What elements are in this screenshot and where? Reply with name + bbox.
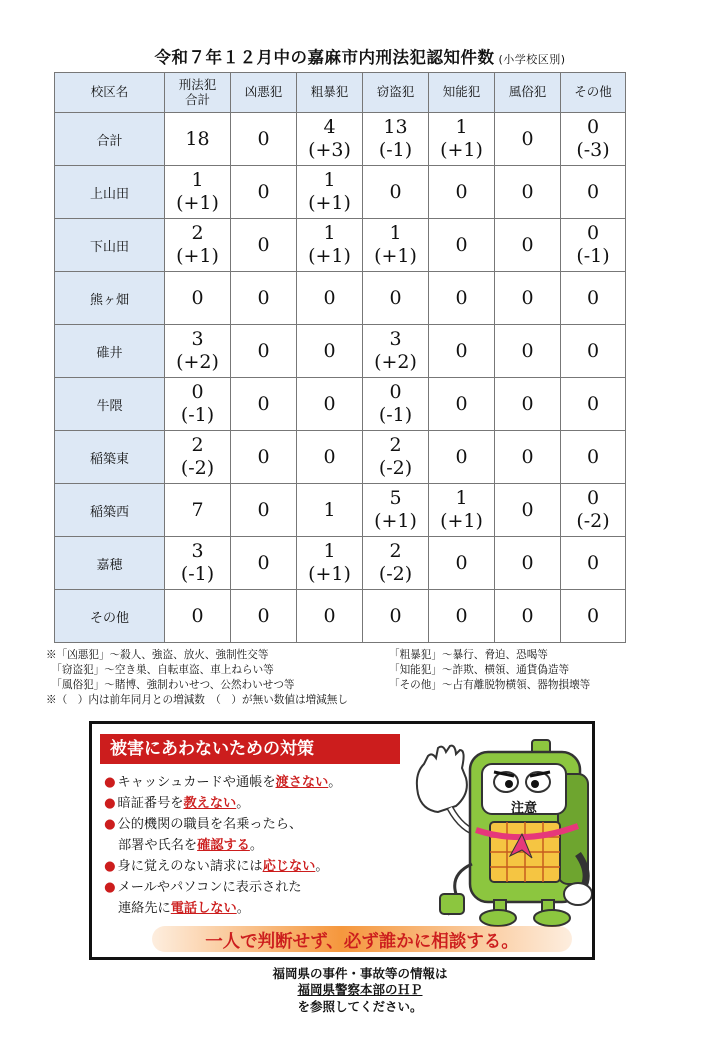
count-change: (+1) — [176, 245, 219, 267]
district-name: 稲築東 — [55, 431, 165, 484]
banner-heading: 被害にあわないための対策 — [100, 734, 400, 764]
count-cell — [561, 325, 626, 378]
prevention-item — [104, 814, 424, 835]
table-header-row — [55, 73, 626, 113]
count-cell — [165, 272, 231, 325]
slogan-text: 一人で判断せず、必ず誰かに相談する。 — [205, 932, 519, 952]
count-change: (-1) — [180, 404, 215, 426]
count-value: 1 — [455, 487, 468, 510]
header-category: 粗暴犯 — [297, 73, 363, 113]
count-value: 0 — [389, 180, 402, 203]
table-row — [55, 537, 626, 590]
count-change: (+1) — [308, 245, 351, 267]
count-cell — [495, 484, 561, 537]
item-text: 。 — [236, 901, 250, 916]
prevention-item — [104, 856, 424, 877]
count-value: 0 — [191, 286, 204, 309]
count-value: 7 — [191, 498, 204, 521]
bullet-icon: ● — [104, 859, 116, 874]
prevention-item — [104, 898, 424, 919]
prevention-item — [104, 835, 424, 856]
count-cell — [297, 219, 363, 272]
count-value: 0 — [455, 551, 468, 574]
header-category: 知能犯 — [429, 73, 495, 113]
count-cell — [495, 431, 561, 484]
table-row — [55, 590, 626, 643]
item-text: 。 — [315, 859, 329, 874]
count-cell — [429, 537, 495, 590]
count-change: (-1) — [576, 245, 610, 267]
prevention-banner — [89, 721, 595, 960]
count-cell — [429, 113, 495, 166]
count-cell — [165, 484, 231, 537]
count-value: 0 — [521, 498, 534, 521]
count-value: 0 — [586, 392, 600, 415]
count-value: 0 — [257, 233, 270, 256]
count-cell — [297, 113, 363, 166]
table-row — [55, 378, 626, 431]
count-cell — [363, 325, 429, 378]
district-name: 上山田 — [55, 166, 165, 219]
count-change: (+1) — [308, 563, 351, 585]
count-cell — [495, 325, 561, 378]
emphasis-text: 電話しない — [170, 901, 237, 916]
count-value: 0 — [323, 286, 336, 309]
count-value: 1 — [323, 540, 336, 563]
count-value: 0 — [257, 127, 270, 150]
item-text: メールやパソコンに表示された — [117, 880, 302, 895]
count-value: 0 — [521, 445, 534, 468]
count-cell — [231, 113, 297, 166]
count-value: 13 — [383, 116, 408, 139]
count-cell — [429, 378, 495, 431]
district-name: その他 — [55, 590, 165, 643]
count-value: 0 — [586, 487, 600, 510]
count-cell — [297, 272, 363, 325]
count-cell — [363, 537, 429, 590]
count-cell — [429, 431, 495, 484]
table-row — [55, 272, 626, 325]
count-change: (+1) — [440, 510, 483, 532]
count-change: (+1) — [374, 245, 417, 267]
bullet-icon: ● — [104, 775, 116, 790]
count-cell — [231, 325, 297, 378]
count-value: 0 — [323, 392, 336, 415]
count-cell — [495, 378, 561, 431]
count-change: (+1) — [176, 192, 219, 214]
count-change: (+2) — [176, 351, 219, 373]
count-cell — [429, 325, 495, 378]
count-change: (+3) — [308, 139, 351, 161]
count-value: 0 — [586, 551, 600, 574]
table-row — [55, 431, 626, 484]
count-value: 0 — [257, 551, 270, 574]
header-category: 刑法犯 合計 — [165, 73, 231, 113]
item-text: 暗証番号を — [117, 796, 184, 811]
count-value: 0 — [455, 604, 468, 627]
count-cell — [561, 537, 626, 590]
count-cell — [297, 484, 363, 537]
count-cell — [495, 113, 561, 166]
note-line: ※「凶悪犯」～殺人、強盗、放火、強制性交等 — [46, 649, 269, 661]
count-value: 0 — [586, 180, 600, 203]
count-cell — [363, 484, 429, 537]
count-cell — [363, 431, 429, 484]
count-cell — [561, 113, 626, 166]
count-value: 0 — [257, 392, 270, 415]
count-cell — [561, 590, 626, 643]
count-value: 0 — [257, 180, 270, 203]
count-cell — [231, 484, 297, 537]
count-value: 2 — [191, 222, 204, 245]
count-cell — [561, 272, 626, 325]
count-change: (+2) — [374, 351, 417, 373]
count-cell — [297, 431, 363, 484]
prevention-list — [104, 772, 424, 919]
note-line: 「その他」～占有離脱物横領、器物損壊等 — [389, 679, 591, 692]
count-value: 0 — [257, 286, 270, 309]
count-value: 0 — [389, 604, 402, 627]
count-change: (+1) — [308, 192, 351, 214]
count-cell — [165, 537, 231, 590]
count-value: 0 — [257, 339, 270, 362]
district-name: 嘉穂 — [55, 537, 165, 590]
count-value: 2 — [389, 540, 402, 563]
district-name: 碓井 — [55, 325, 165, 378]
count-value: 3 — [191, 328, 204, 351]
prevention-item — [104, 877, 424, 898]
mascot-illustration — [410, 734, 595, 929]
notes — [46, 648, 656, 708]
count-value: 3 — [389, 328, 402, 351]
footer-line: 福岡県の事件・事故等の情報は — [272, 966, 448, 981]
header-district: 校区名 — [55, 73, 165, 113]
count-value: 0 — [586, 222, 600, 245]
count-change: (-3) — [576, 139, 610, 161]
district-name: 合計 — [55, 113, 165, 166]
item-text: キャッシュカードや通帳を — [117, 775, 276, 790]
count-cell — [429, 166, 495, 219]
count-value: 1 — [455, 116, 468, 139]
note-line: 「窃盗犯」～空き巣、自転車盗、車上ねらい等 — [46, 664, 274, 677]
item-text: 連絡先に — [118, 901, 171, 916]
note-line: 「知能犯」～詐欺、横領、通貨偽造等 — [389, 664, 570, 677]
count-cell — [495, 537, 561, 590]
count-value: 5 — [389, 487, 402, 510]
count-change: (-1) — [378, 404, 413, 426]
count-cell — [495, 219, 561, 272]
count-cell — [429, 590, 495, 643]
count-cell — [231, 272, 297, 325]
count-value: 0 — [455, 233, 468, 256]
count-cell — [231, 537, 297, 590]
count-value: 0 — [323, 445, 336, 468]
item-text: 。 — [236, 796, 250, 811]
count-value: 1 — [323, 169, 336, 192]
count-cell — [363, 272, 429, 325]
count-value: 0 — [257, 498, 270, 521]
count-value: 0 — [521, 180, 534, 203]
header-category: 窃盗犯 — [363, 73, 429, 113]
count-cell — [165, 219, 231, 272]
note-line: ※（ ）内は前年同月との増減数 （ ）が無い数値は増減無し — [46, 694, 348, 707]
count-value: 18 — [185, 127, 210, 150]
header-category: その他 — [561, 73, 626, 113]
count-cell — [165, 113, 231, 166]
count-value: 0 — [521, 551, 534, 574]
table-row — [55, 325, 626, 378]
count-value: 3 — [191, 540, 204, 563]
slogan — [152, 926, 572, 952]
prevention-item — [104, 793, 424, 814]
count-value: 2 — [191, 434, 204, 457]
count-cell — [231, 219, 297, 272]
emphasis-text: 渡さない — [275, 775, 329, 790]
table-body — [55, 113, 626, 643]
count-change: (-2) — [378, 563, 413, 585]
count-cell — [561, 431, 626, 484]
footer — [0, 966, 720, 1015]
count-cell — [165, 166, 231, 219]
count-cell — [495, 272, 561, 325]
count-value: 0 — [191, 381, 204, 404]
count-cell — [297, 537, 363, 590]
note-line: 「風俗犯」～賭博、強制わいせつ、公然わいせつ等 — [46, 679, 295, 692]
table-row — [55, 484, 626, 537]
count-value: 0 — [455, 445, 468, 468]
count-value: 0 — [521, 286, 534, 309]
count-change: (-2) — [576, 510, 610, 532]
count-value: 0 — [586, 339, 600, 362]
header-category: 風俗犯 — [495, 73, 561, 113]
item-text: 。 — [328, 775, 342, 790]
count-value: 0 — [586, 604, 600, 627]
item-text: 部署や氏名を — [118, 838, 198, 853]
count-cell — [231, 431, 297, 484]
count-cell — [165, 325, 231, 378]
count-cell — [297, 325, 363, 378]
table-row — [55, 113, 626, 166]
count-cell — [561, 219, 626, 272]
count-value: 0 — [191, 604, 204, 627]
count-cell — [561, 378, 626, 431]
count-cell — [231, 378, 297, 431]
count-change: (+1) — [440, 139, 483, 161]
police-hp-link[interactable]: 福岡県警察本部のＨＰ — [297, 982, 423, 998]
count-cell — [429, 484, 495, 537]
count-value: 0 — [455, 339, 468, 362]
count-value: 0 — [389, 286, 402, 309]
count-value: 0 — [586, 286, 600, 309]
count-value: 0 — [455, 180, 468, 203]
count-value: 0 — [521, 604, 534, 627]
title-text: 令和７年１２月中の嘉麻市内刑法犯認知件数 — [154, 48, 495, 67]
count-cell — [363, 590, 429, 643]
count-cell — [165, 431, 231, 484]
count-change: (-1) — [378, 139, 413, 161]
count-value: 0 — [257, 604, 270, 627]
bullet-icon: ● — [104, 880, 116, 895]
count-value: 0 — [521, 339, 534, 362]
count-cell — [231, 166, 297, 219]
count-value: 1 — [323, 222, 336, 245]
emphasis-text: 確認する — [197, 838, 250, 853]
count-value: 1 — [191, 169, 204, 192]
mascot-label: 注意 — [510, 801, 538, 816]
count-value: 1 — [389, 222, 402, 245]
count-cell — [429, 272, 495, 325]
district-name: 熊ヶ畑 — [55, 272, 165, 325]
count-cell — [363, 166, 429, 219]
count-change: (+1) — [374, 510, 417, 532]
note-line: 「粗暴犯」～暴行、脅迫、恐喝等 — [389, 649, 548, 661]
count-value: 0 — [586, 445, 600, 468]
emphasis-text: 教えない — [183, 796, 237, 811]
count-cell — [363, 378, 429, 431]
count-cell — [561, 166, 626, 219]
count-value: 0 — [389, 381, 402, 404]
count-change: (-2) — [180, 457, 215, 479]
district-name: 下山田 — [55, 219, 165, 272]
count-value: 1 — [323, 498, 336, 521]
count-cell — [561, 484, 626, 537]
crime-stats-table — [54, 72, 626, 643]
count-cell — [363, 113, 429, 166]
district-name: 稲築西 — [55, 484, 165, 537]
count-value: 0 — [521, 392, 534, 415]
title-subtitle: (小学校区別) — [498, 53, 566, 66]
page-title — [0, 44, 720, 68]
count-cell — [297, 378, 363, 431]
count-value: 0 — [455, 286, 468, 309]
footer-line: を参照してください。 — [297, 998, 423, 1014]
count-value: 0 — [323, 339, 336, 362]
count-value: 0 — [323, 604, 336, 627]
item-text: 公的機関の職員を名乗ったら、 — [117, 817, 303, 832]
count-cell — [495, 166, 561, 219]
count-value: 4 — [323, 116, 336, 139]
count-value: 0 — [521, 233, 534, 256]
bullet-icon: ● — [104, 796, 116, 811]
emphasis-text: 応じない — [262, 859, 316, 874]
count-cell — [429, 219, 495, 272]
count-value: 0 — [521, 127, 534, 150]
header-category: 凶悪犯 — [231, 73, 297, 113]
district-name: 牛隈 — [55, 378, 165, 431]
count-cell — [165, 378, 231, 431]
count-value: 0 — [455, 392, 468, 415]
count-cell — [495, 590, 561, 643]
table-row — [55, 219, 626, 272]
item-text: 身に覚えのない請求には — [117, 859, 263, 874]
table-row — [55, 166, 626, 219]
count-change: (-1) — [180, 563, 215, 585]
count-cell — [297, 166, 363, 219]
count-value: 2 — [389, 434, 402, 457]
count-cell — [363, 219, 429, 272]
count-cell — [297, 590, 363, 643]
count-cell — [165, 590, 231, 643]
count-change: (-2) — [378, 457, 413, 479]
prevention-item — [104, 772, 424, 793]
count-cell — [231, 590, 297, 643]
item-text: 。 — [249, 838, 264, 853]
bullet-icon: ● — [104, 817, 116, 832]
count-value: 0 — [257, 445, 270, 468]
count-value: 0 — [586, 116, 600, 139]
